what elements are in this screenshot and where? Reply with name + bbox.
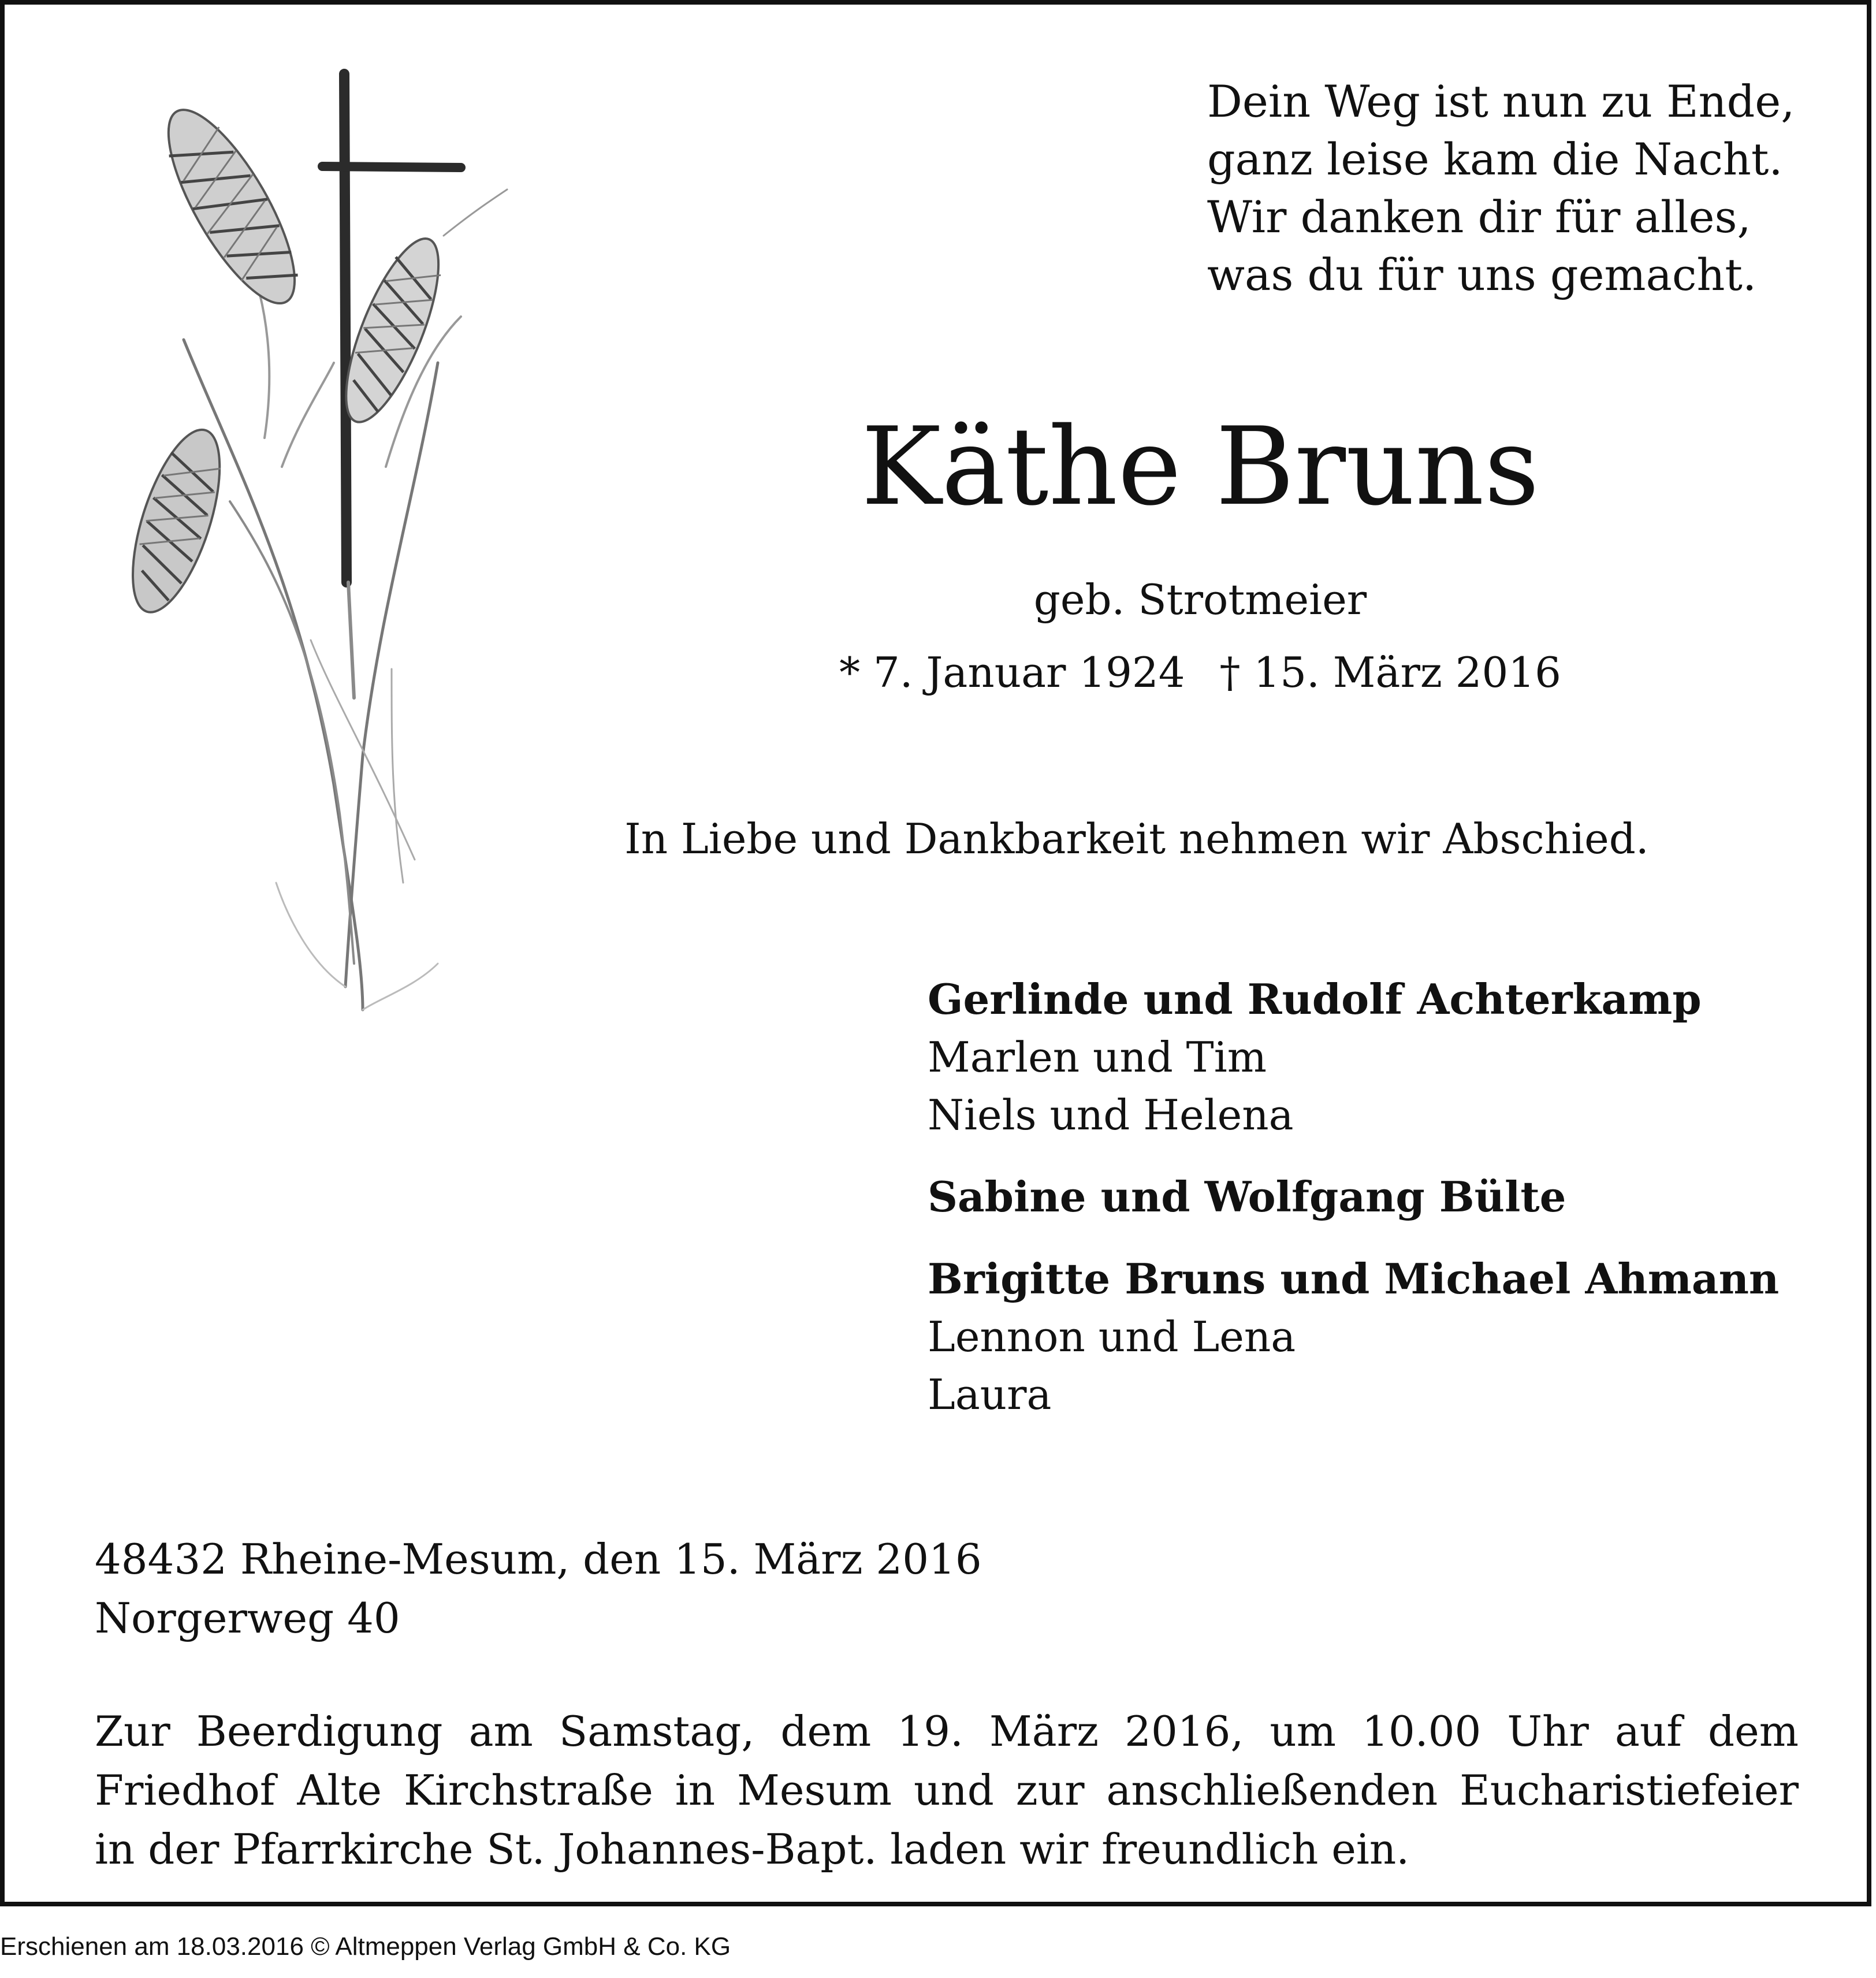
funeral-line: in der Pfarrkirche St. Johannes-Bapt. laden wir freundlich ein. [95, 1825, 1410, 1873]
mourners-list [928, 971, 1829, 1448]
family-group [928, 971, 1829, 1144]
poem [1207, 73, 1842, 304]
address-line: 48432 Rheine-Mesum, den 15. März 2016 [95, 1535, 982, 1583]
family-head: Gerlinde und Rudolf Achterkamp [928, 975, 1702, 1024]
cross-with-wheat-icon [91, 62, 530, 1033]
funeral-line: Friedhof Alte Kirchstraße in Mesum und zur anschließenden Eucharistiefeier [95, 1766, 1799, 1815]
funeral-notice [95, 1702, 1799, 1879]
family-member: Lennon und Lena [928, 1313, 1296, 1361]
birth-date: * 7. Januar 1924 [839, 648, 1185, 697]
family-member: Niels und Helena [928, 1091, 1294, 1139]
farewell-text: In Liebe und Dankbarkeit nehmen wir Abschied. [624, 815, 1649, 863]
life-dates [582, 645, 1818, 700]
deceased-name: Käthe Bruns [861, 404, 1540, 529]
funeral-line: Zur Beerdigung am Samstag, dem 19. März 2016, um 10.00 Uhr auf dem [95, 1707, 1799, 1756]
address-line: Norgerweg 40 [95, 1594, 400, 1642]
family-head: Brigitte Bruns und Michael Ahmann [928, 1254, 1780, 1303]
publication-footer: Erschienen am 18.03.2016 © Altmeppen Verlag GmbH & Co. KG [0, 1932, 731, 1961]
poem-line: Dein Weg ist nun zu Ende, [1207, 76, 1795, 127]
poem-line: ganz leise kam die Nacht. [1207, 133, 1783, 185]
family-head: Sabine und Wolfgang Bülte [928, 1172, 1566, 1221]
family-member: Marlen und Tim [928, 1033, 1267, 1081]
death-date: † 15. März 2016 [1219, 648, 1561, 697]
family-group [928, 1168, 1829, 1226]
family-group [928, 1250, 1829, 1423]
poem-line: Wir danken dir für alles, [1207, 191, 1751, 243]
address-block [95, 1530, 1250, 1648]
birth-name: geb. Strotmeier [1033, 575, 1367, 624]
family-member: Laura [928, 1370, 1052, 1419]
poem-line: was du für uns gemacht. [1207, 249, 1757, 300]
